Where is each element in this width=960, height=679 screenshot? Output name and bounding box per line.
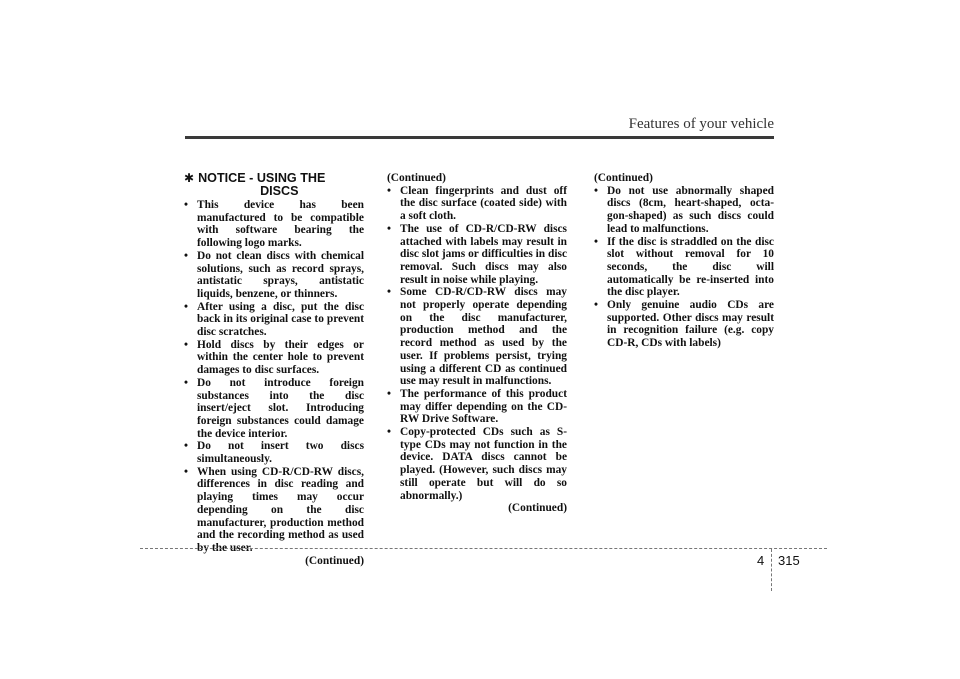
notice-title xyxy=(198,172,364,198)
list-item: • After using a disc, put the disc back in its original case to prevent disc scratches. xyxy=(184,301,364,339)
header-rule xyxy=(185,136,774,139)
list-item: • This device has been manufactured to be compatible with software bearing the following logo marks. xyxy=(184,199,364,250)
notice-asterisk-icon: ✱ xyxy=(184,171,195,185)
continued-label: (Continued) xyxy=(305,554,364,567)
column-1 xyxy=(184,172,364,567)
column-3 xyxy=(594,172,774,350)
header-title: Features of your vehicle xyxy=(628,116,774,132)
notice-title-line1: NOTICE - USING THE xyxy=(198,171,326,185)
list-item: • Clean fingerprints and dust off the disc surface (coated side) with a soft cloth. xyxy=(387,185,567,223)
notice-title-line2: DISCS xyxy=(260,184,299,198)
list-item: • Some CD-R/CD-RW discs may not properly operate depending on the disc manufacturer, production method and the record method as used by the user. If problems persist, trying using a different CD as continued use may result in malfunctions. xyxy=(387,286,567,388)
footer-dashed-rule xyxy=(140,548,827,549)
continued-label: (Continued) xyxy=(387,172,446,184)
list-item: • When using CD-R/CD-RW discs, differences in disc reading and playing times may occur depending on the disc manufacturer, production method and the recording method as used by the user. xyxy=(184,466,364,555)
continued-label: (Continued) xyxy=(594,172,653,184)
notice-list xyxy=(387,185,567,503)
column-2 xyxy=(387,172,567,515)
list-item: • The use of CD-R/CD-RW discs attached with labels may result in disc slot jams or difficulties in disc removal. Such discs may also result in noise while playing. xyxy=(387,223,567,287)
list-item: • Copy-protected CDs such as S-type CDs may not function in the device. DATA discs cannot be played. (However, such discs may still operate but will do so abnormally.) xyxy=(387,426,567,502)
notice-list xyxy=(594,185,774,350)
notice-heading xyxy=(184,172,364,198)
list-item: • Do not clean discs with chemical solutions, such as record sprays, antistatic sprays, antistatic liquids, benzene, or thinners. xyxy=(184,250,364,301)
list-item: • Do not introduce foreign substances into the disc insert/eject slot. Introducing foreign substances could damage the device interior. xyxy=(184,377,364,441)
list-item: • If the disc is straddled on the disc slot without removal for 10 seconds, the disc will automatically be re-inserted into the disc player. xyxy=(594,236,774,300)
footer-divider xyxy=(771,549,772,591)
chapter-number: 4 xyxy=(757,553,765,568)
list-item: • The performance of this product may differ depending on the CD-RW Drive Software. xyxy=(387,388,567,426)
list-item: • Hold discs by their edges or within the center hole to prevent damages to disc surfaces. xyxy=(184,339,364,377)
notice-list xyxy=(184,199,364,555)
list-item: • Do not insert two discs simultaneously. xyxy=(184,440,364,465)
page-number: 315 xyxy=(778,553,800,568)
list-item: • Do not use abnormally shaped discs (8cm, heart-shaped, octa-gon-shaped) as such discs could lead to malfunctions. xyxy=(594,185,774,236)
continued-label: (Continued) xyxy=(508,502,567,515)
list-item: • Only genuine audio CDs are supported. Other discs may result in recognition failure (e.g. copy CD-R, CDs with labels) xyxy=(594,299,774,350)
